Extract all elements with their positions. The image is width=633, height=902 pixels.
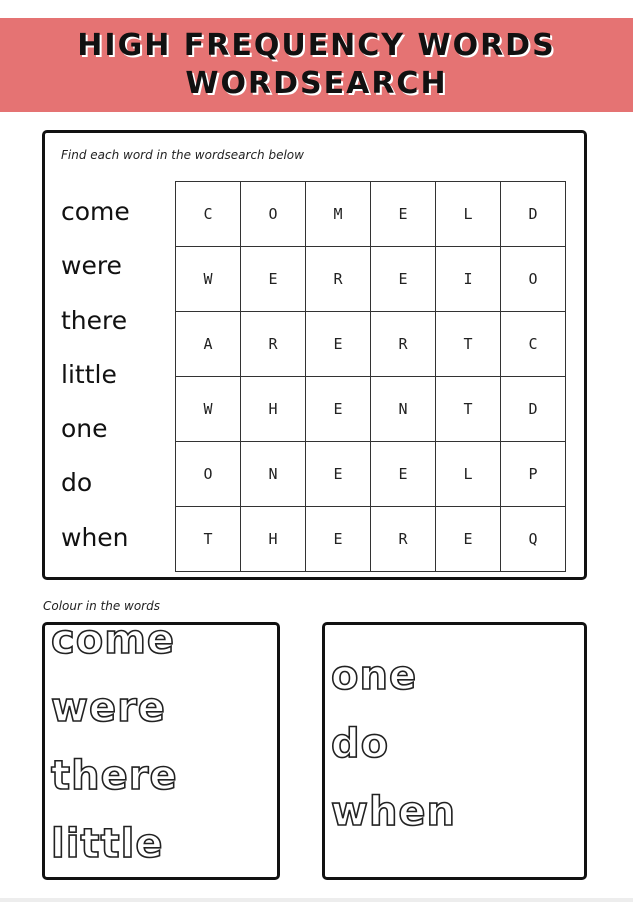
- outline-word: there: [51, 753, 178, 799]
- grid-cell: R: [371, 507, 436, 572]
- word-list-item: do: [61, 468, 93, 498]
- grid-cell: M: [306, 182, 371, 247]
- grid-cell: I: [436, 247, 501, 312]
- grid-cell: E: [306, 312, 371, 377]
- word-list-item: little: [61, 359, 117, 389]
- grid-cell: N: [241, 442, 306, 507]
- grid-cell: R: [306, 247, 371, 312]
- grid-cell: L: [436, 182, 501, 247]
- grid-cell: P: [501, 442, 566, 507]
- word-list-item: when: [61, 522, 129, 552]
- grid-cell: D: [501, 377, 566, 442]
- page-title-line-1: HIGH FREQUENCY WORDS: [77, 28, 556, 63]
- grid-cell: T: [436, 377, 501, 442]
- grid-cell: C: [176, 182, 241, 247]
- grid-cell: T: [436, 312, 501, 377]
- wordsearch-panel: [42, 130, 587, 580]
- grid-cell: H: [241, 377, 306, 442]
- grid-cell: A: [176, 312, 241, 377]
- grid-cell: R: [241, 312, 306, 377]
- grid-cell: N: [371, 377, 436, 442]
- grid-cell: E: [371, 182, 436, 247]
- grid-cell: H: [241, 507, 306, 572]
- grid-cell: W: [176, 377, 241, 442]
- grid-cell: E: [306, 377, 371, 442]
- grid-cell: E: [241, 247, 306, 312]
- word-list-item: come: [61, 197, 130, 226]
- word-list-item: one: [61, 414, 108, 444]
- page-bottom-edge: [0, 898, 633, 902]
- grid-cell: L: [436, 442, 501, 507]
- word-list-item: there: [61, 305, 128, 335]
- colouring-panel-right: [322, 622, 587, 880]
- grid-cell: O: [241, 182, 306, 247]
- outline-word: come: [51, 617, 175, 663]
- outline-word: when: [331, 789, 457, 835]
- grid-cell: R: [371, 312, 436, 377]
- grid-cell: E: [306, 442, 371, 507]
- letter-grid: [175, 181, 566, 572]
- grid-cell: Q: [501, 507, 566, 572]
- outline-word: little: [51, 821, 164, 867]
- page-title-line-2: WORDSEARCH: [185, 66, 448, 101]
- grid-cell: D: [501, 182, 566, 247]
- grid-cell: W: [176, 247, 241, 312]
- outline-word: do: [331, 721, 390, 767]
- outline-word: one: [331, 653, 418, 699]
- grid-cell: E: [371, 442, 436, 507]
- word-list: [61, 185, 130, 565]
- grid-cell: O: [501, 247, 566, 312]
- grid-cell: E: [436, 507, 501, 572]
- grid-cell: E: [306, 507, 371, 572]
- outline-word: were: [51, 685, 166, 731]
- grid-cell: E: [371, 247, 436, 312]
- title-banner: [0, 18, 633, 112]
- colouring-panel-left: [42, 617, 280, 880]
- wordsearch-instruction: Find each word in the wordsearch below: [61, 148, 304, 162]
- grid-cell: T: [176, 507, 241, 572]
- grid-cell: O: [176, 442, 241, 507]
- word-list-item: were: [61, 251, 122, 281]
- grid-cell: C: [501, 312, 566, 377]
- colouring-instruction: Colour in the words: [43, 599, 160, 613]
